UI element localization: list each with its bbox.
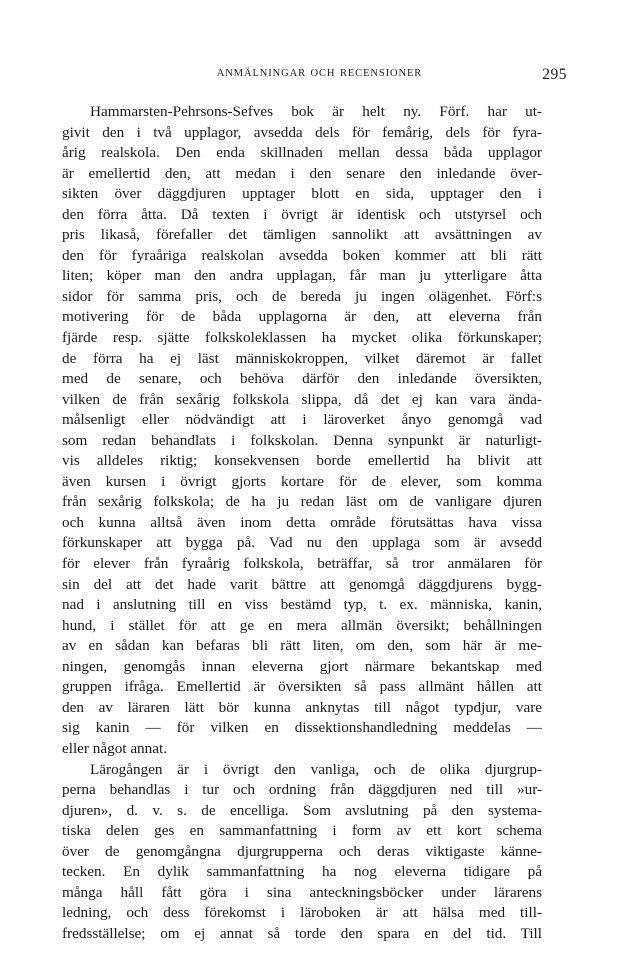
- text-line: tiska delen ges en sammanfattning i form av ett kort schema: [62, 822, 542, 840]
- text-line: sikten över däggdjuren upptager blott en sida, upptager den i: [62, 185, 542, 203]
- text-line: Hammarsten-Pehrsons-Sefves bok är helt ny. Förf. har ut-: [90, 103, 542, 120]
- body-text: [62, 102, 542, 944]
- paragraph-2: [62, 760, 542, 945]
- text-line: och kunna alltså även inom detta område förutsättas hava vissa: [62, 513, 542, 531]
- running-head: [72, 66, 567, 86]
- text-line: årig realskola. Den enda skillnaden mellan dessa båda upplagor: [62, 144, 542, 162]
- text-line: de förra ha ej läst människokroppen, vilket däremot är fallet: [62, 349, 542, 367]
- text-line: djuren», d. v. s. de encelliga. Som avslutning på den systema-: [62, 801, 542, 819]
- text-line: för elever från fyraårig folkskola, beträffar, så tror anmälaren för: [62, 555, 542, 573]
- text-line: från sexårig folkskola; de ha ju redan läst om de vanligare djuren: [62, 493, 542, 511]
- text-line: många håll fått göra i sina anteckningsböcker under lärarens: [62, 883, 542, 901]
- text-line: motivering för de båda upplagorna är den, att eleverna från: [62, 308, 542, 326]
- text-line: givit den i två upplagor, avsedda dels för femårig, dels för fyra-: [62, 123, 542, 141]
- text-line: gruppen ifråga. Emellertid är översikten så pass allmänt hållen att: [62, 678, 542, 696]
- text-line: pris likaså, förefaller det tämligen sannolikt att avsättningen av: [62, 226, 542, 244]
- text-line: den för fyraåriga realskolan avsedda boken kommer att bli rätt: [62, 246, 542, 264]
- text-line: nad i anslutning till en viss bestämd typ, t. ex. människa, kanin,: [62, 596, 542, 614]
- running-title: ANMÄLNINGAR OCH RECENSIONER: [216, 68, 423, 79]
- text-line: vilken de från sexårig folkskola slippa, då det ej kan vara ända-: [62, 390, 542, 408]
- text-line: den av läraren lätt bör kunna anknytas till något typdjur, vare: [62, 698, 542, 716]
- text-line: fjärde resp. sjätte folkskoleklassen ha mycket olika förkunskaper;: [62, 329, 542, 347]
- text-line: som redan behandlats i folkskolan. Denna synpunkt är naturligt-: [62, 431, 542, 449]
- text-line: av en sådan kan befaras bli rätt liten, om den, som här är me-: [62, 637, 542, 655]
- text-line: liten; köper man den andra upplagan, får man ju ytterligare åtta: [62, 267, 542, 285]
- text-line: även kursen i övrigt gjorts kortare för de elever, som komma: [62, 472, 542, 490]
- page-number: 295: [542, 66, 567, 83]
- text-line: med de senare, och behöva därför den inledande översikten,: [62, 370, 542, 388]
- text-line: hund, i stället för att ge en mera allmän översikt; behållningen: [62, 616, 542, 634]
- text-line: över de genomgångna djurgrupperna och deras viktigaste känne-: [62, 842, 542, 860]
- text-line: ledning, och dess förekomst i läroboken är att hälsa med till-: [62, 904, 542, 922]
- text-line: sidor för samma pris, och de bereda ju ingen olägenhet. Förf:s: [62, 287, 542, 305]
- text-line: Lärogången är i övrigt den vanliga, och de olika djurgrup-: [90, 760, 542, 778]
- text-line: är emellertid den, att medan i den senare den inledande över-: [62, 164, 542, 182]
- text-line: tecken. En dylik sammanfattning ha nog eleverna tidigare på: [62, 863, 542, 881]
- text-line: den förra åtta. Då texten i övrigt är identisk och utstyrsel och: [62, 205, 542, 223]
- text-line: eller något annat.: [62, 739, 167, 757]
- text-line: sig kanin — för vilken en dissektionshandledning meddelas —: [62, 719, 542, 737]
- text-line: sin del att det hade varit bättre att genomgå däggdjurens bygg-: [62, 575, 542, 593]
- text-line: perna behandlas i tur och ordning från däggdjuren ned till »ur-: [62, 781, 542, 799]
- text-line: förkunskaper att bygga på. Vad nu den upplaga som är avsedd: [62, 534, 542, 552]
- text-line: målsenligt eller nödvändigt att i läroverket ånyo genomgå vad: [62, 411, 542, 429]
- text-line: fredsställelse; om ej annat så torde den spara en del tid. Till: [62, 924, 542, 942]
- text-line: ningen, genomgås innan eleverna gjort närmare bekantskap med: [62, 657, 542, 675]
- paragraph-1: [62, 102, 542, 760]
- text-line: vis alldeles riktig; konsekvensen borde emellertid ha blivit att: [62, 452, 542, 470]
